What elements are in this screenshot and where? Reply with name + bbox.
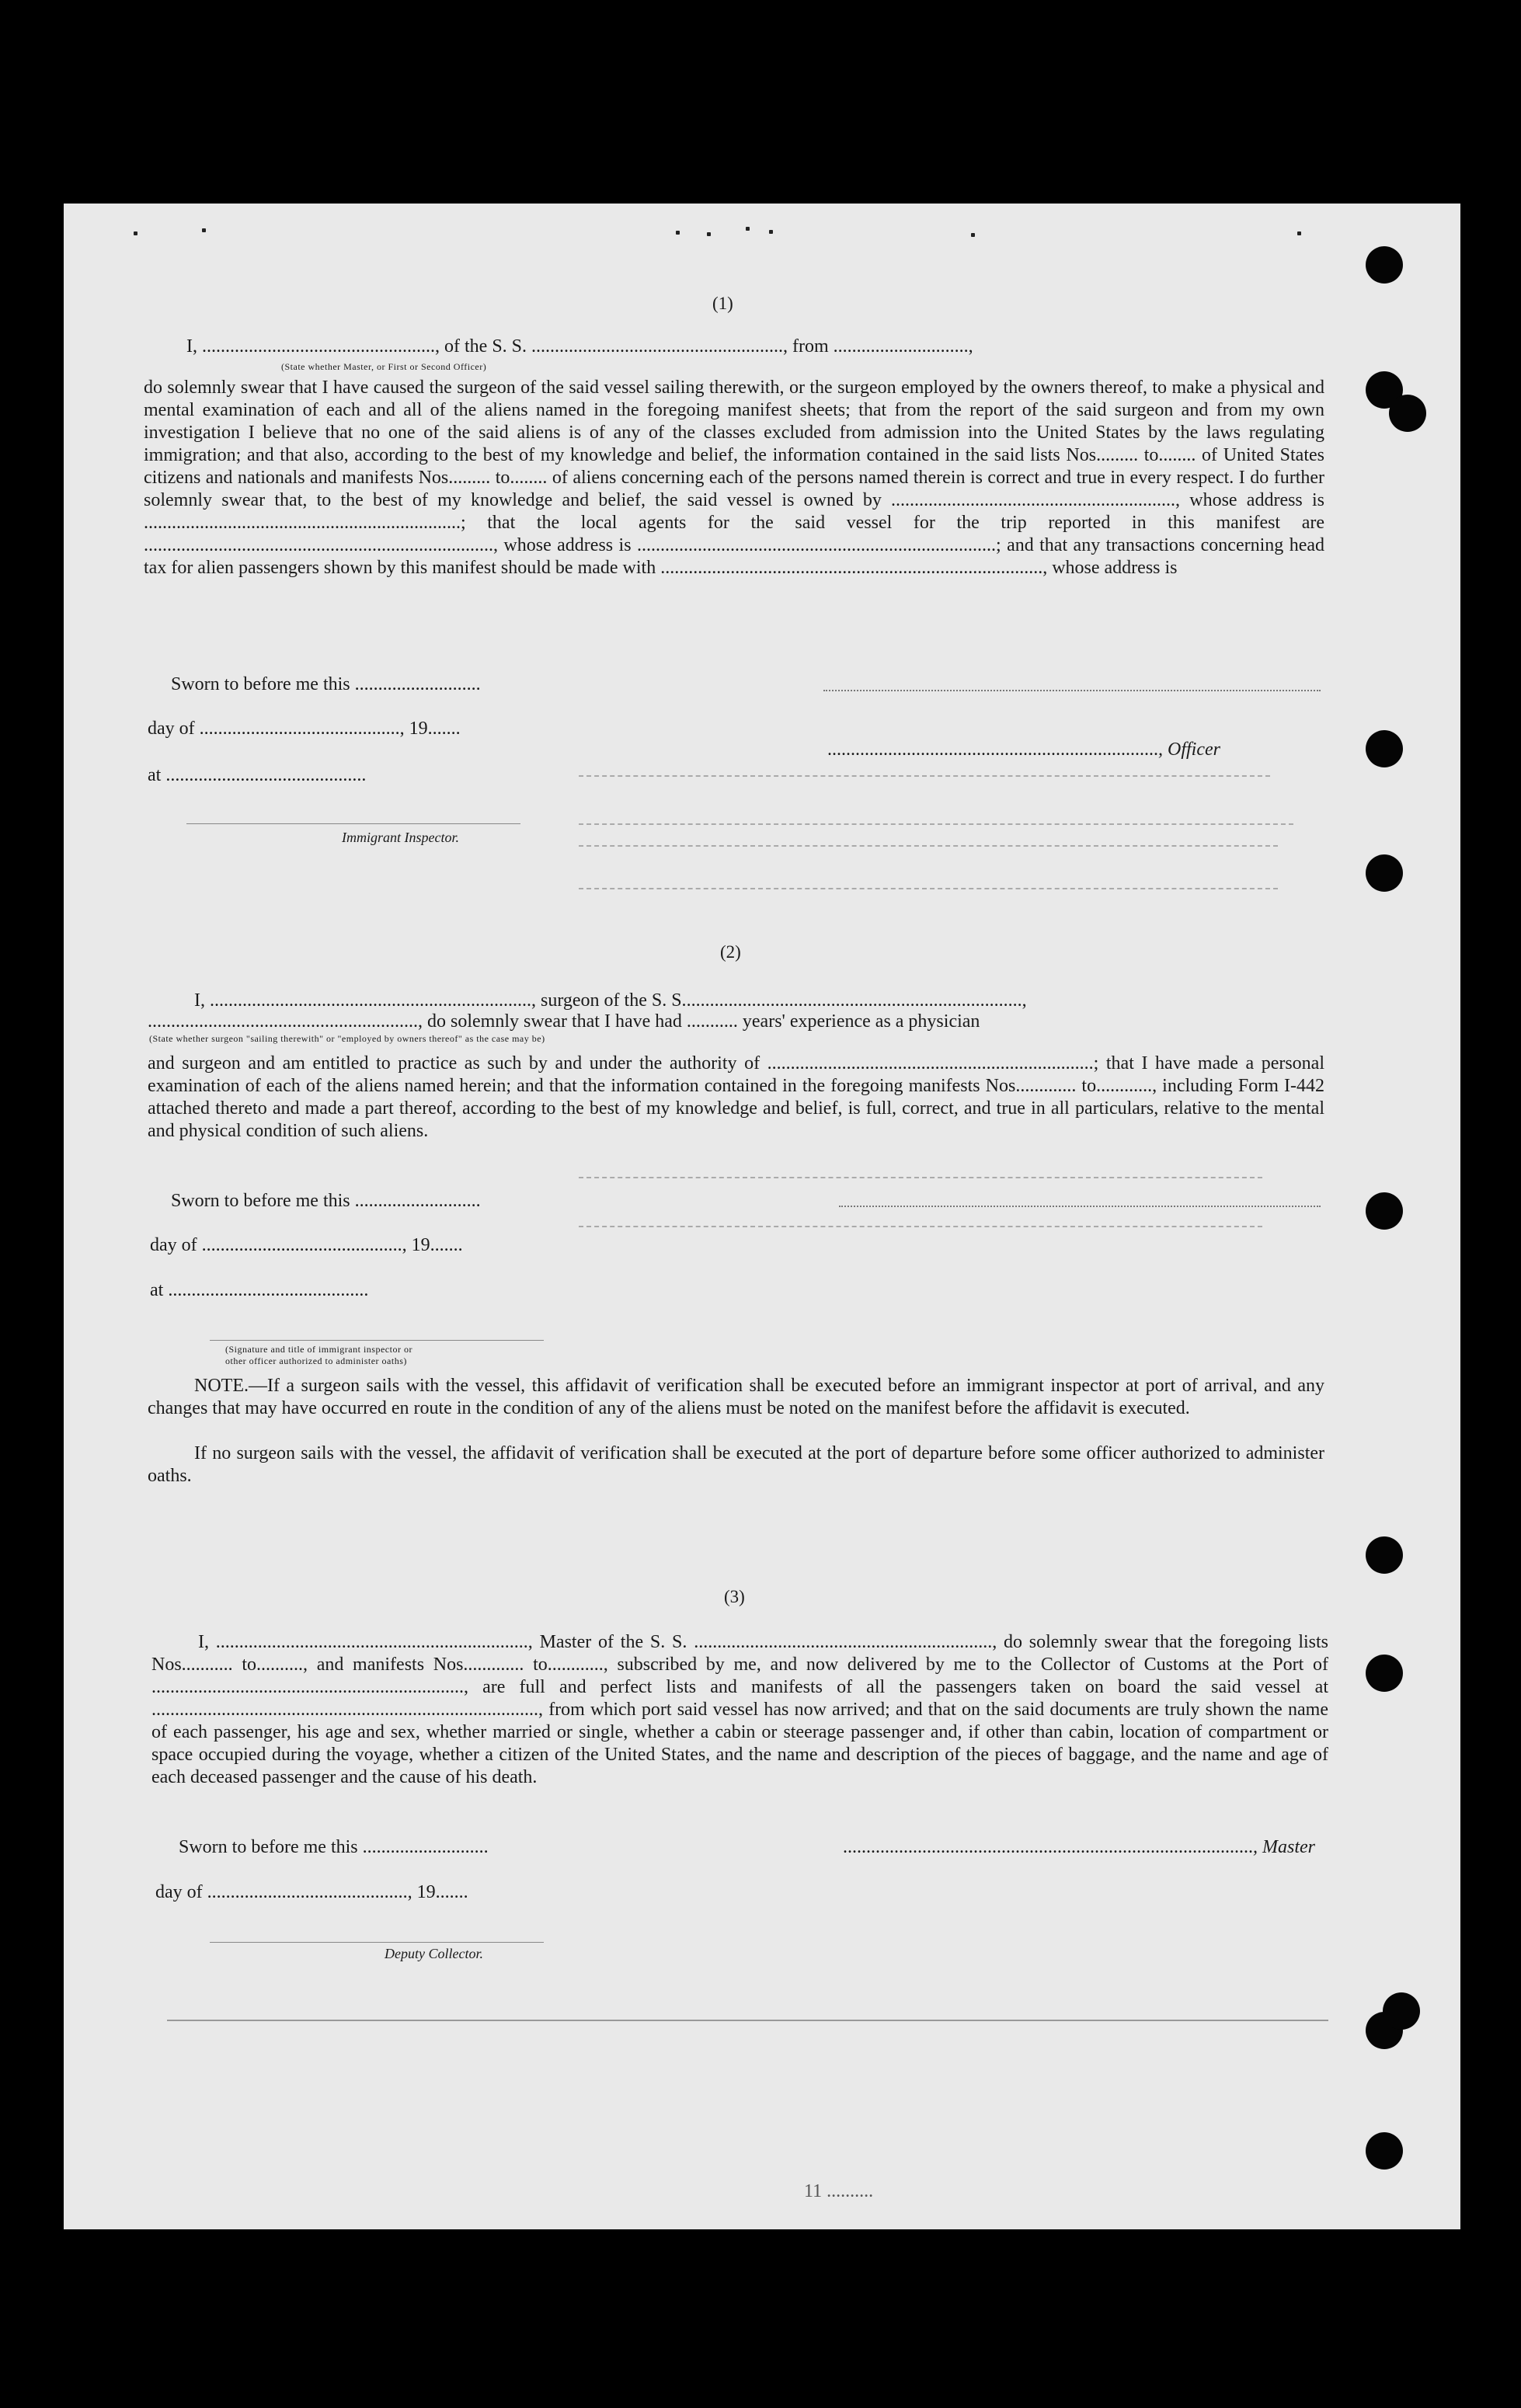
punch-hole: [1366, 730, 1403, 767]
speck: [1297, 231, 1301, 235]
note-paragraph-2: If no surgeon sails with the vessel, the affidavit of verification shall be executed at the port of departure before some officer authorized to administer oaths.: [148, 1443, 1324, 1486]
speck: [746, 227, 750, 231]
text: Sworn to before me this: [179, 1837, 358, 1857]
immigrant-inspector-label: Immigrant Inspector.: [342, 830, 459, 845]
dotted-fill: ...........................: [354, 1191, 481, 1211]
signature-caption-1: (Signature and title of immigrant inspector or: [225, 1344, 412, 1355]
section-1-line1: [186, 336, 973, 357]
dotted-fill: ...........................: [354, 674, 481, 694]
text: , from: [783, 336, 829, 357]
dotted-fill: .....................................................................: [210, 990, 531, 1011]
collector-signature-line: [210, 1942, 544, 1943]
dotted-fill: ...........................................: [165, 765, 367, 785]
punch-hole: [1366, 1192, 1403, 1230]
section-3-sworn: [179, 1837, 489, 1858]
deputy-collector-label: Deputy Collector.: [385, 1946, 483, 1961]
dotted-fill: ..........................................., 19.......: [201, 1235, 463, 1255]
section-1-paragraph: do solemnly swear that I have caused the surgeon of the said vessel sailing therewith, or the surgeon employed by the owners thereof, to make a physical and mental examination of each and all of the aliens named in the foregoing manifest sheets; that from the report of the said surgeon and from my own investigation I believe that no one of the said aliens is of any of the classes excluded from admission into the United States by the laws regulating immigration; and that also, according to the best of my knowledge and belief, the information contained in the said lists Nos......... to........ of United States citizens and nationals and manifests Nos......... to........ of aliens concerning each of the persons named therein is correct and true in every respect. I do further solemnly swear that, to the best of my knowledge and belief, the said vessel is owned by ............................................................., whose address is ....................................................................; that the local agents for the said vessel for the trip reported in this manifest are ..........................................................................., whose address is .............................................................................; and that any transactions concerning head tax for alien passengers shown by this manifest should be made with .................................................................................., whose address is: [144, 378, 1324, 578]
page-mark: 11: [804, 2181, 823, 2201]
officer-label: , Officer: [1158, 739, 1220, 760]
dotted-fill: ..........................................., 19.......: [199, 719, 461, 739]
text: day of: [148, 719, 195, 739]
footer-dots: ..........: [827, 2181, 874, 2201]
section-2-sworn: [171, 1191, 481, 1212]
speck: [707, 232, 711, 236]
section-3-master: [843, 1837, 1315, 1858]
dotted-fill: ........................................................................................: [843, 1837, 1253, 1857]
speck: [676, 231, 680, 235]
dashed-line: [579, 1177, 1262, 1178]
footer-mark: [804, 2181, 873, 2202]
section-2-caption: (State whether surgeon "sailing therewith" or "employed by owners thereof" as the case may be): [149, 1033, 545, 1044]
dotted-fill: .............................,: [833, 336, 973, 357]
punch-hole: [1366, 2132, 1403, 2170]
text: , do solemnly swear that I have had ........... years' experience as a physician: [418, 1011, 980, 1032]
text: Sworn to before me this: [171, 674, 350, 694]
master-label: , Master: [1253, 1837, 1315, 1857]
text: Sworn to before me this: [171, 1191, 350, 1211]
dotted-fill: ..........................................., 19.......: [207, 1882, 468, 1902]
section-3-number: (3): [724, 1587, 745, 1606]
section-1-officer: [827, 739, 1220, 760]
punch-hole: [1366, 1536, 1403, 1574]
note-paragraph-1: NOTE.—If a surgeon sails with the vessel, this affidavit of verification shall be executed before an immigrant inspector at port of arrival, and any changes that may have occurred en route in the condition of any of the aliens must be noted on the manifest before the affidavit is executed.: [148, 1376, 1324, 1418]
speck: [769, 230, 773, 234]
section-3-paragraph: I, ..................................................................., Master of the S. S. ................................................................, do solemnly swear that the foregoing lists Nos........... to.........., and manifests Nos............. to............, subscribed by me, and now delivered by me to the Collector of Customs at the Port of ..................................................................., are full and perfect lists and manifests of all the passengers taken on board the said vessel at ..................................................................................., from which port said vessel has now arrived; and that on the said documents are truly shown the name of each passenger, his age and sex, whether married or single, whether a cabin or steerage passenger and, if other than cabin, location of compartment or space occupied during the voyage, whether a citizen of the United States, and the name and description of the pieces of baggage, and the name and age of each deceased passenger and the cause of his death.: [151, 1632, 1328, 1787]
dashed-line: [579, 1226, 1262, 1227]
signature-line: [210, 1340, 544, 1341]
signature-caption-2: other officer authorized to administer oaths): [225, 1355, 407, 1366]
dotted-fill: ......................................................: [531, 336, 784, 357]
text: at: [148, 765, 162, 785]
dashed-line: [579, 845, 1278, 847]
inspector-signature-line: [186, 823, 520, 824]
text: I,: [194, 990, 205, 1011]
section-3-day: [155, 1882, 468, 1903]
dotted-fill: .......................................................................: [827, 739, 1158, 760]
section-1-day: [148, 719, 461, 739]
punch-hole: [1383, 1992, 1420, 2030]
section-2-number: (2): [720, 942, 741, 962]
section-2-line2: [148, 1011, 980, 1032]
punch-hole: [1366, 1655, 1403, 1692]
section-2-at: [150, 1280, 368, 1301]
text: , surgeon of the S. S.: [531, 990, 687, 1011]
section-1-caption: (State whether Master, or First or Second Officer): [281, 361, 487, 372]
signature-line: [823, 690, 1321, 691]
bottom-rule: [167, 2020, 1328, 2021]
dotted-fill: ..........................................................: [148, 1011, 418, 1032]
dotted-fill: ..................................................: [202, 336, 435, 357]
signature-line: [839, 1206, 1321, 1207]
dashed-line: [579, 888, 1278, 889]
section-2-paragraph: and surgeon and am entitled to practice as such by and under the authority of ......................................................................; that I have made a personal examination of each of the aliens named herein; and that the information contained in the foregoing manifests Nos............. to............, including Form I-442 attached thereto and made a part thereof, according to the best of my knowledge and belief, is full, correct, and true in all particulars, relative to the mental and physical condition of such aliens.: [148, 1053, 1324, 1141]
section-1-at: [148, 765, 366, 786]
section-1-sworn: [171, 674, 481, 695]
punch-hole: [1389, 395, 1426, 432]
dotted-fill: ...........................................: [168, 1280, 369, 1300]
text: , of the S. S.: [435, 336, 527, 357]
dashed-line: [579, 823, 1293, 825]
dotted-fill: ........................................................................,: [686, 990, 1027, 1011]
speck: [971, 233, 975, 237]
speck: [134, 231, 137, 235]
text: I,: [186, 336, 197, 357]
text: at: [150, 1280, 164, 1300]
section-1-number: (1): [712, 294, 733, 313]
section-2-day: [150, 1235, 463, 1256]
text: day of: [150, 1235, 197, 1255]
punch-hole: [1366, 246, 1403, 284]
speck: [202, 228, 206, 232]
dashed-line: [579, 775, 1270, 777]
text: day of: [155, 1882, 203, 1902]
dotted-fill: ...........................: [362, 1837, 489, 1857]
section-2-line1: [194, 990, 1027, 1011]
punch-hole: [1366, 854, 1403, 892]
